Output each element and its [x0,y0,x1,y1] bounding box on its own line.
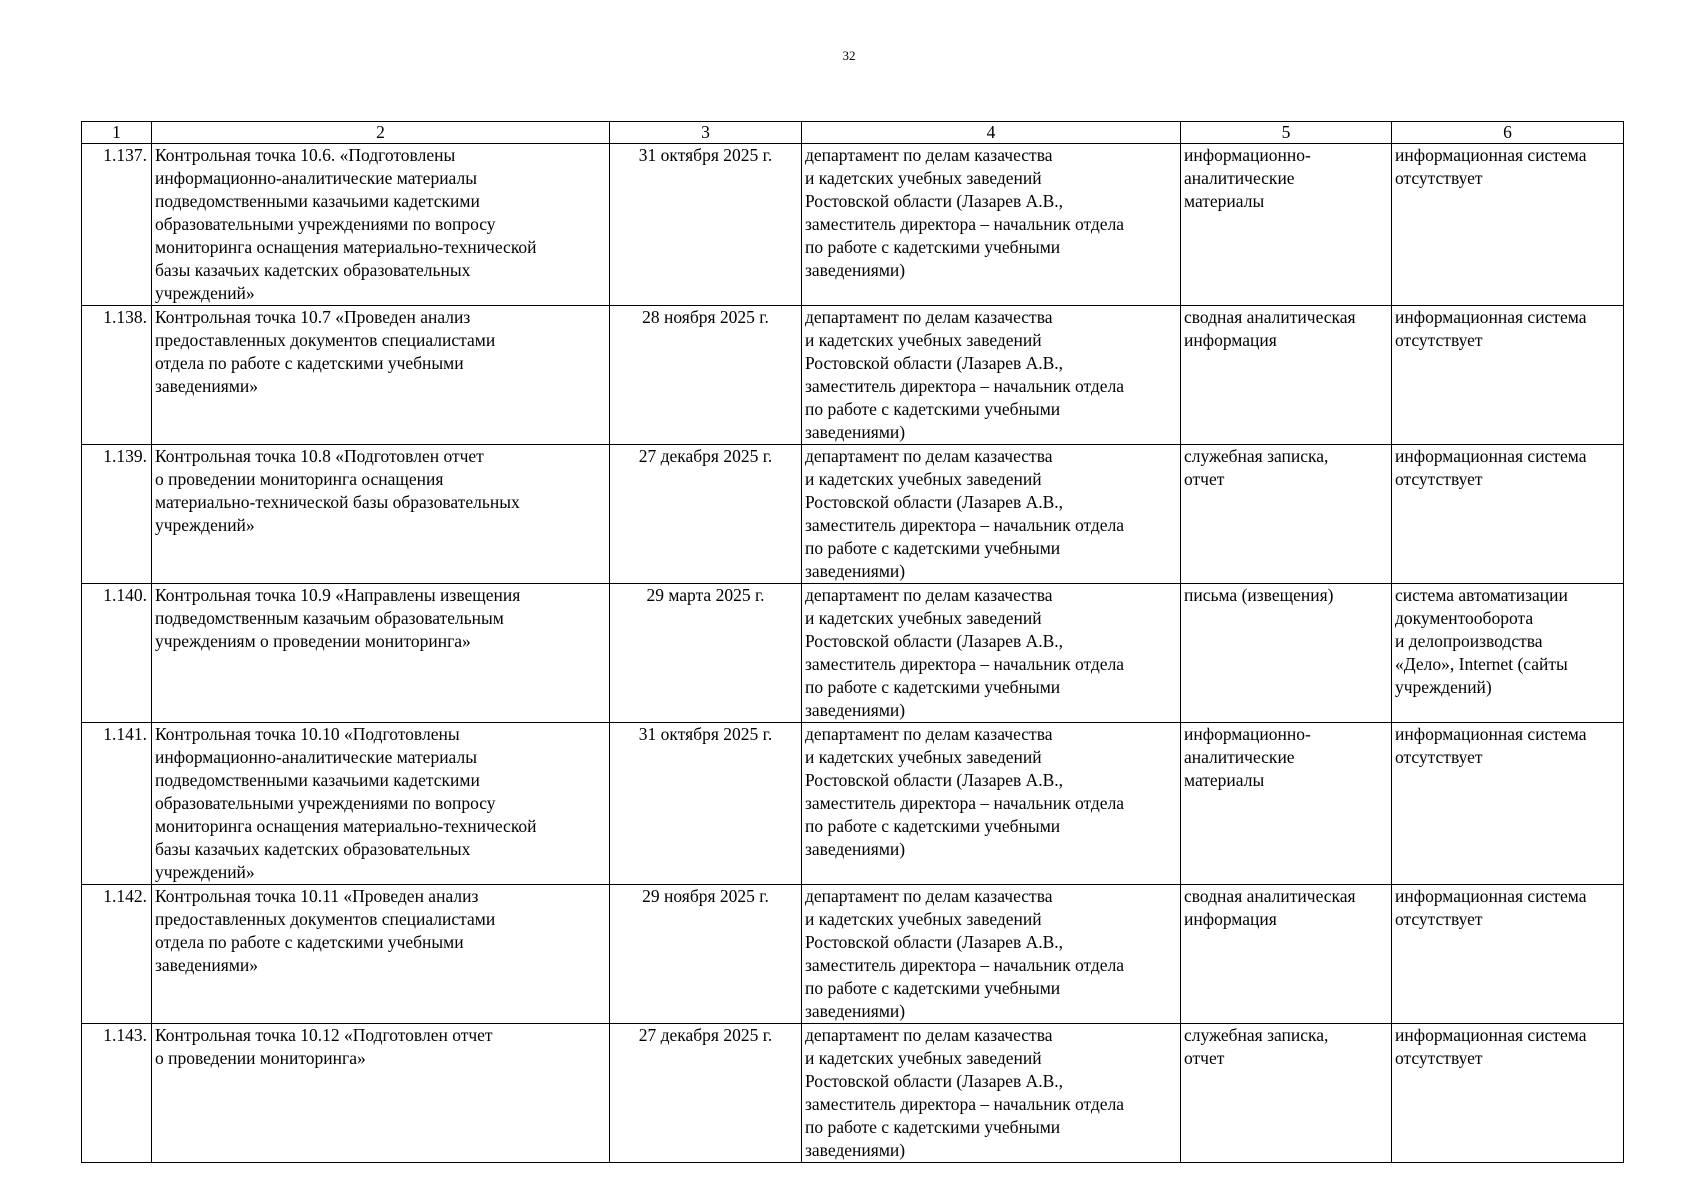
cell-line: департамент по делам казачества [805,585,1053,605]
cell-line: заместитель директора – начальник отдела [805,793,1125,813]
cell-line: информационная система [1395,145,1587,165]
date-cell: 29 ноября 2025 г. [610,885,802,1024]
cell-line: письма (извещения) [1184,585,1334,605]
cell-line: Контрольная точка 10.9 «Направлены извещения [155,585,521,605]
cell-line: заместитель директора – начальник отдела [805,214,1125,234]
cell-line: учреждениям о проведении мониторинга» [155,631,471,651]
cell-line: отсутствует [1395,330,1483,350]
cell-line: информация [1184,909,1277,929]
cell-line: информационная система [1395,1025,1587,1045]
cell-line: отдела по работе с кадетскими учебными [155,932,464,952]
description-cell [152,584,610,723]
column-header: 4 [802,122,1181,144]
cell-line: заместитель директора – начальник отдела [805,654,1125,674]
cell-line: образовательными учреждениями по вопросу [155,793,496,813]
cell-line: информационная система [1395,307,1587,327]
cell-line: заведениями) [805,1140,906,1160]
cell-line: департамент по делам казачества [805,1025,1053,1045]
cell-line: и кадетских учебных заведений [805,608,1042,628]
description-cell [152,144,610,306]
description-cell [152,445,610,584]
cell-line: аналитические [1184,747,1295,767]
cell-line: Ростовской области (Лазарев А.В., [805,492,1064,512]
cell-line: заместитель директора – начальник отдела [805,955,1125,975]
cell-line: аналитические [1184,168,1295,188]
cell-line: заместитель директора – начальник отдела [805,1094,1125,1114]
cell-line: Ростовской области (Лазарев А.В., [805,770,1064,790]
cell-line: по работе с кадетскими учебными [805,1117,1061,1137]
cell-line: Контрольная точка 10.10 «Подготовлены [155,724,460,744]
description-cell [152,1024,610,1163]
cell-line: мониторинга оснащения материально-технической [155,816,537,836]
information-system-cell [1392,723,1624,885]
column-header: 6 [1392,122,1624,144]
column-header: 2 [152,122,610,144]
cell-line: подведомственным казачьим образовательным [155,608,504,628]
cell-line: заведениями) [805,839,906,859]
cell-line: служебная записка, [1184,446,1329,466]
cell-line: отсутствует [1395,1048,1483,1068]
cell-line: материально-технической базы образовательных [155,492,520,512]
cell-line: Ростовской области (Лазарев А.В., [805,1071,1064,1091]
responsible-cell [802,144,1181,306]
cell-line: департамент по делам казачества [805,145,1053,165]
document-type-cell [1181,445,1392,584]
column-number-row [82,122,1624,144]
cell-line: образовательными учреждениями по вопросу [155,214,496,234]
description-cell [152,306,610,445]
table-row [82,144,1624,306]
cell-line: предоставленных документов специалистами [155,330,496,350]
cell-line: по работе с кадетскими учебными [805,677,1061,697]
cell-line: отсутствует [1395,909,1483,929]
date-cell: 28 ноября 2025 г. [610,306,802,445]
cell-line: учреждений» [155,283,255,303]
control-points-table [81,121,1624,1163]
document-type-cell [1181,306,1392,445]
date-cell: 29 марта 2025 г. [610,584,802,723]
row-number-cell: 1.142. [82,885,152,1024]
cell-line: отчет [1184,469,1225,489]
cell-line: базы казачьих кадетских образовательных [155,839,471,859]
responsible-cell [802,885,1181,1024]
cell-line: информационно- [1184,724,1311,744]
information-system-cell [1392,584,1624,723]
cell-line: заведениями» [155,376,259,396]
cell-line: по работе с кадетскими учебными [805,978,1061,998]
row-number-cell: 1.139. [82,445,152,584]
row-number-cell: 1.143. [82,1024,152,1163]
cell-line: департамент по делам казачества [805,886,1053,906]
cell-line: о проведении мониторинга» [155,1048,366,1068]
table-row [82,445,1624,584]
description-cell [152,723,610,885]
cell-line: Контрольная точка 10.11 «Проведен анализ [155,886,479,906]
cell-line: заместитель директора – начальник отдела [805,515,1125,535]
cell-line: и кадетских учебных заведений [805,1048,1042,1068]
cell-line: отсутствует [1395,469,1483,489]
column-header: 3 [610,122,802,144]
cell-line: Контрольная точка 10.6. «Подготовлены [155,145,456,165]
cell-line: и кадетских учебных заведений [805,168,1042,188]
date-cell: 31 октября 2025 г. [610,144,802,306]
date-cell: 31 октября 2025 г. [610,723,802,885]
cell-line: Контрольная точка 10.7 «Проведен анализ [155,307,471,327]
cell-line: департамент по делам казачества [805,307,1053,327]
responsible-cell [802,723,1181,885]
cell-line: учреждений) [1395,677,1492,697]
row-number-cell: 1.138. [82,306,152,445]
cell-line: о проведении мониторинга оснащения [155,469,444,489]
cell-line: заведениями» [155,955,259,975]
cell-line: отсутствует [1395,747,1483,767]
responsible-cell [802,1024,1181,1163]
cell-line: заведениями) [805,422,906,442]
table-row [82,584,1624,723]
description-cell [152,885,610,1024]
table-row [82,885,1624,1024]
information-system-cell [1392,144,1624,306]
cell-line: служебная записка, [1184,1025,1329,1045]
cell-line: отдела по работе с кадетскими учебными [155,353,464,373]
table-row [82,1024,1624,1163]
cell-line: отчет [1184,1048,1225,1068]
responsible-cell [802,445,1181,584]
cell-line: информационно-аналитические материалы [155,168,477,188]
cell-line: и делопроизводства [1395,631,1543,651]
document-type-cell [1181,1024,1392,1163]
cell-line: информация [1184,330,1277,350]
row-number-cell: 1.137. [82,144,152,306]
cell-line: заведениями) [805,700,906,720]
cell-line: информационная система [1395,724,1587,744]
cell-line: Ростовской области (Лазарев А.В., [805,631,1064,651]
table-row [82,306,1624,445]
cell-line: департамент по делам казачества [805,724,1053,744]
cell-line: подведомственными казачьими кадетскими [155,191,480,211]
cell-line: Контрольная точка 10.12 «Подготовлен отчет [155,1025,493,1045]
cell-line: отсутствует [1395,168,1483,188]
cell-line: предоставленных документов специалистами [155,909,496,929]
cell-line: система автоматизации [1395,585,1568,605]
cell-line: информационная система [1395,886,1587,906]
cell-line: Ростовской области (Лазарев А.В., [805,191,1064,211]
cell-line: и кадетских учебных заведений [805,469,1042,489]
cell-line: и кадетских учебных заведений [805,909,1042,929]
column-header: 1 [82,122,152,144]
cell-line: по работе с кадетскими учебными [805,399,1061,419]
cell-line: заведениями) [805,260,906,280]
cell-line: мониторинга оснащения материально-технической [155,237,537,257]
cell-line: информационно- [1184,145,1311,165]
responsible-cell [802,584,1181,723]
date-cell: 27 декабря 2025 г. [610,445,802,584]
information-system-cell [1392,445,1624,584]
table-row [82,723,1624,885]
row-number-cell: 1.141. [82,723,152,885]
document-type-cell [1181,885,1392,1024]
page-number: 32 [842,48,856,63]
document-type-cell [1181,144,1392,306]
cell-line: сводная аналитическая [1184,307,1356,327]
document-type-cell [1181,584,1392,723]
cell-line: Ростовской области (Лазарев А.В., [805,353,1064,373]
information-system-cell [1392,306,1624,445]
cell-line: материалы [1184,770,1265,790]
cell-line: заведениями) [805,1001,906,1021]
cell-line: базы казачьих кадетских образовательных [155,260,471,280]
cell-line: подведомственными казачьими кадетскими [155,770,480,790]
cell-line: по работе с кадетскими учебными [805,237,1061,257]
document-type-cell [1181,723,1392,885]
cell-line: информационная система [1395,446,1587,466]
row-number-cell: 1.140. [82,584,152,723]
cell-line: Ростовской области (Лазарев А.В., [805,932,1064,952]
cell-line: по работе с кадетскими учебными [805,816,1061,836]
cell-line: департамент по делам казачества [805,446,1053,466]
column-header: 5 [1181,122,1392,144]
information-system-cell [1392,885,1624,1024]
cell-line: документооборота [1395,608,1534,628]
cell-line: учреждений» [155,515,255,535]
responsible-cell [802,306,1181,445]
cell-line: и кадетских учебных заведений [805,330,1042,350]
cell-line: и кадетских учебных заведений [805,747,1042,767]
cell-line: учреждений» [155,862,255,882]
cell-line: заместитель директора – начальник отдела [805,376,1125,396]
cell-line: материалы [1184,191,1265,211]
cell-line: заведениями) [805,561,906,581]
cell-line: информационно-аналитические материалы [155,747,477,767]
cell-line: Контрольная точка 10.8 «Подготовлен отчет [155,446,484,466]
cell-line: по работе с кадетскими учебными [805,538,1061,558]
cell-line: «Дело», Internet (сайты [1395,654,1568,674]
date-cell: 27 декабря 2025 г. [610,1024,802,1163]
information-system-cell [1392,1024,1624,1163]
cell-line: сводная аналитическая [1184,886,1356,906]
